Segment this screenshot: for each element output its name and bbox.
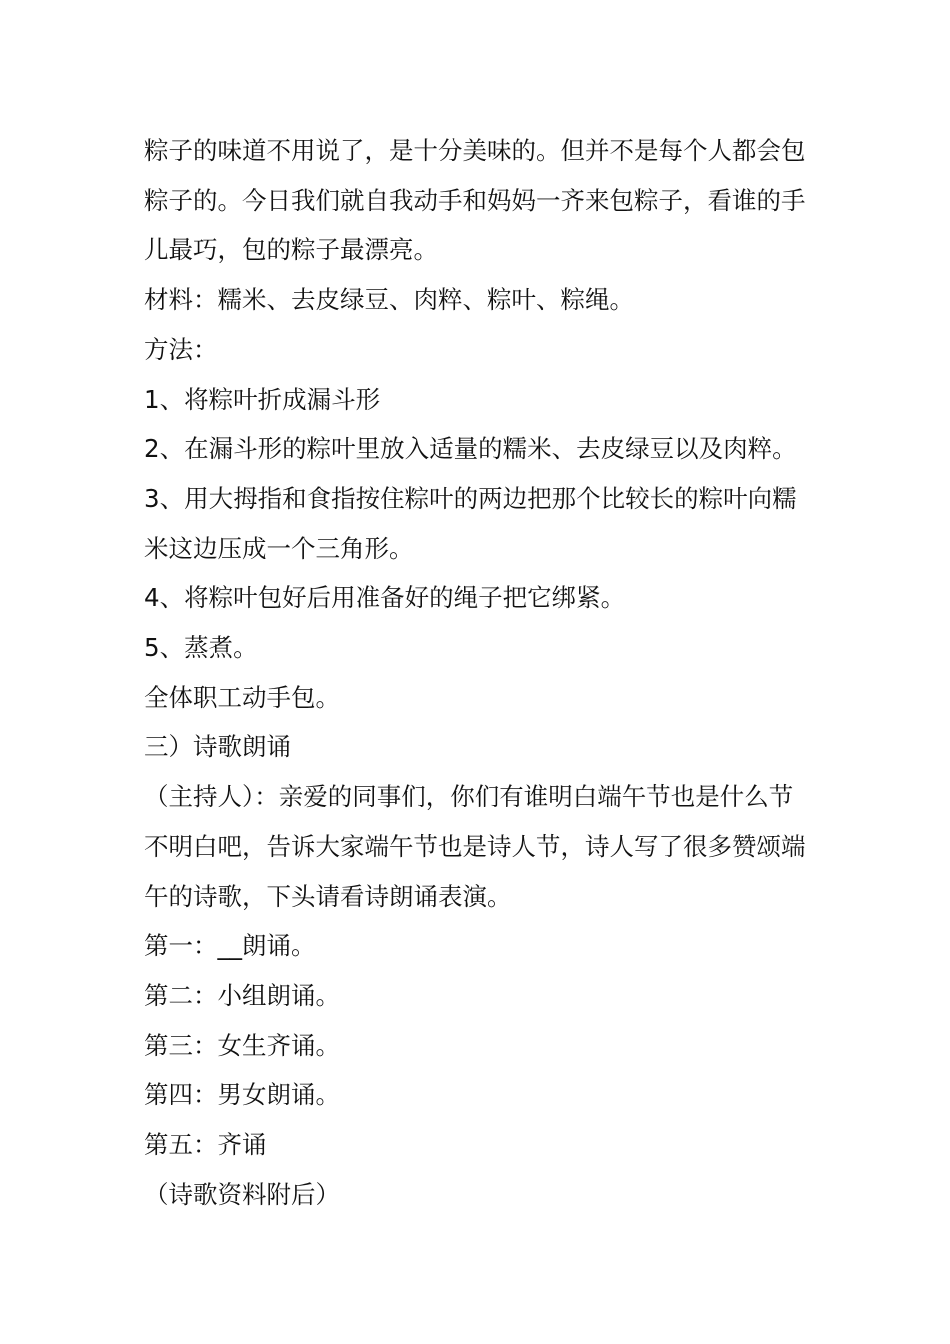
paragraph-step-3: 3、用大拇指和食指按住粽叶的两边把那个比较长的粽叶向糯米这边压成一个三角形。: [144, 483, 797, 563]
paragraph-all-staff: 全体职工动手包。: [144, 682, 340, 712]
paragraph-step-5: 5、蒸煮。: [144, 633, 258, 663]
program-item-2: 第二：小组朗诵。: [144, 980, 340, 1010]
paragraph-step-1: 1、将粽叶折成漏斗形: [144, 384, 381, 414]
paragraph-zongzi-intro: 粽子的味道不用说了，是十分美味的。但并不是每个人都会包粽子的。今日我们就自我动手和妈妈一齐来包粽子，看谁的手儿最巧，包的粽子最漂亮。: [144, 136, 806, 265]
paragraph-method-heading: 方法：: [144, 334, 218, 364]
program-item-1: 第一：__朗诵。: [144, 931, 316, 961]
program-item-5: 第五：齐诵: [144, 1130, 267, 1160]
paragraph-step-2: 2、在漏斗形的粽叶里放入适量的糯米、去皮绿豆以及肉粹。: [144, 434, 797, 464]
paragraph-host-speech: （主持人）：亲爱的同事们，你们有谁明白端午节也是什么节不明白吧，告诉大家端午节也是诗人节，诗人写了很多赞颂端午的诗歌，下头请看诗朗诵表演。: [144, 782, 806, 911]
program-item-4: 第四：男女朗诵。: [144, 1080, 340, 1110]
section-heading-poetry: 三）诗歌朗诵: [144, 732, 291, 762]
paragraph-poem-note: （诗歌资料附后）: [144, 1179, 340, 1209]
program-item-3: 第三：女生齐诵。: [144, 1030, 340, 1060]
document-body: [144, 126, 814, 1219]
paragraph-step-4: 4、将粽叶包好后用准备好的绳子把它绑紧。: [144, 583, 626, 613]
paragraph-materials: 材料：糯米、去皮绿豆、肉粹、粽叶、粽绳。: [144, 285, 634, 315]
